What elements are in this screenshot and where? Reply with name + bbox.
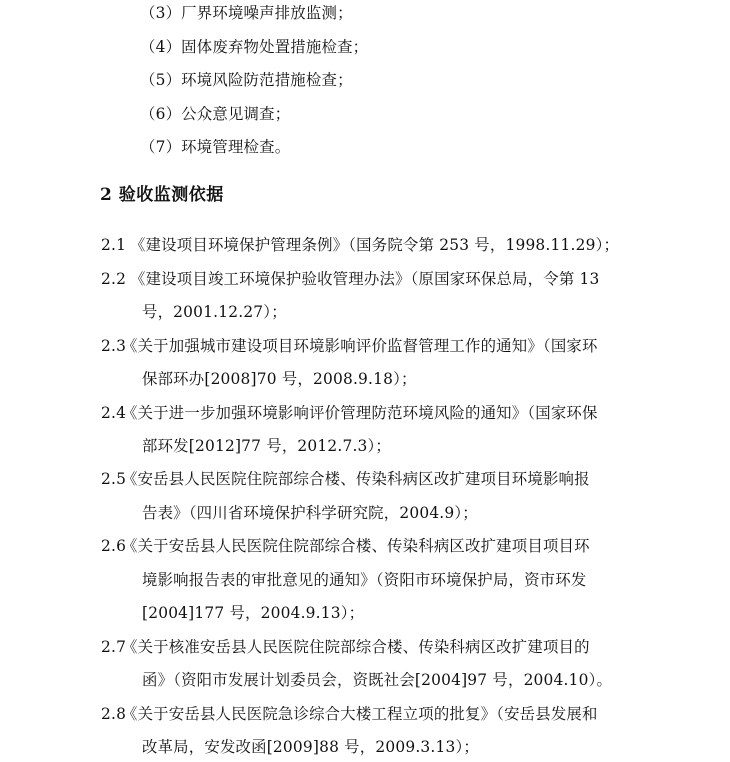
list-item: （7）环境管理检查。 (140, 138, 291, 156)
reference-text-continued: 告表》（四川省环境保护科学研究院，2004.9）； (142, 504, 478, 522)
reference-text: 《建设项目竣工环境保护验收管理办法》（原国家环保总局，令第 13 (130, 270, 600, 288)
reference-text-continued: 号，2001.12.27）； (142, 303, 287, 321)
reference-text-continued: 保部环办[2008]70 号，2008.9.18）； (142, 370, 417, 388)
reference-text: 《安岳县人民医院住院部综合楼、传染科病区改扩建项目环境影响报 (122, 470, 590, 488)
reference-text: 《关于进一步加强环境影响评价管理防范环境风险的通知》（国家环保 (122, 404, 598, 422)
reference-text-continued: 函》（资阳市发展计划委员会，资既社会[2004]97 号，2004.10）。 (142, 671, 613, 689)
reference-number: 2.2 (101, 270, 127, 288)
reference-text-continued: 境影响报告表的审批意见的通知》（资阳市环境保护局，资市环发 (142, 571, 587, 589)
reference-number: 2.1 (101, 236, 127, 254)
reference-text-continued: [2004]177 号，2004.9.13）； (142, 604, 365, 622)
reference-text: 《关于核准安岳县人民医院住院部综合楼、传染科病区改扩建项目的 (122, 638, 590, 656)
list-item: （5）环境风险防范措施检查； (140, 71, 353, 89)
reference-number: 2.6 (101, 537, 127, 555)
reference-number: 2.3 (101, 337, 127, 355)
reference-text: 《建设项目环境保护管理条例》（国务院令第 253 号，1998.11.29）； (130, 236, 620, 254)
reference-text: 《关于安岳县人民医院住院部综合楼、传染科病区改扩建项目项目环 (122, 537, 590, 555)
reference-number: 2.8 (101, 705, 127, 723)
reference-text: 《关于安岳县人民医院急诊综合大楼工程立项的批复》（安岳县发展和 (122, 705, 598, 723)
reference-text-continued: 部环发[2012]77 号，2012.7.3）； (142, 437, 392, 455)
reference-text-continued: 改革局，安发改函[2009]88 号，2009.3.13）； (142, 738, 479, 756)
reference-number: 2.5 (101, 470, 127, 488)
list-item: （6）公众意见调查； (140, 105, 291, 123)
reference-text: 《关于加强城市建设项目环境影响评价监督管理工作的通知》（国家环 (122, 337, 598, 355)
section-heading: 2 验收监测依据 (100, 185, 224, 205)
list-item: （4）固体废弃物处置措施检查； (140, 38, 369, 56)
reference-number: 2.4 (101, 404, 127, 422)
list-item: （3）厂界环境噪声排放监测； (140, 4, 353, 22)
reference-number: 2.7 (101, 638, 127, 656)
